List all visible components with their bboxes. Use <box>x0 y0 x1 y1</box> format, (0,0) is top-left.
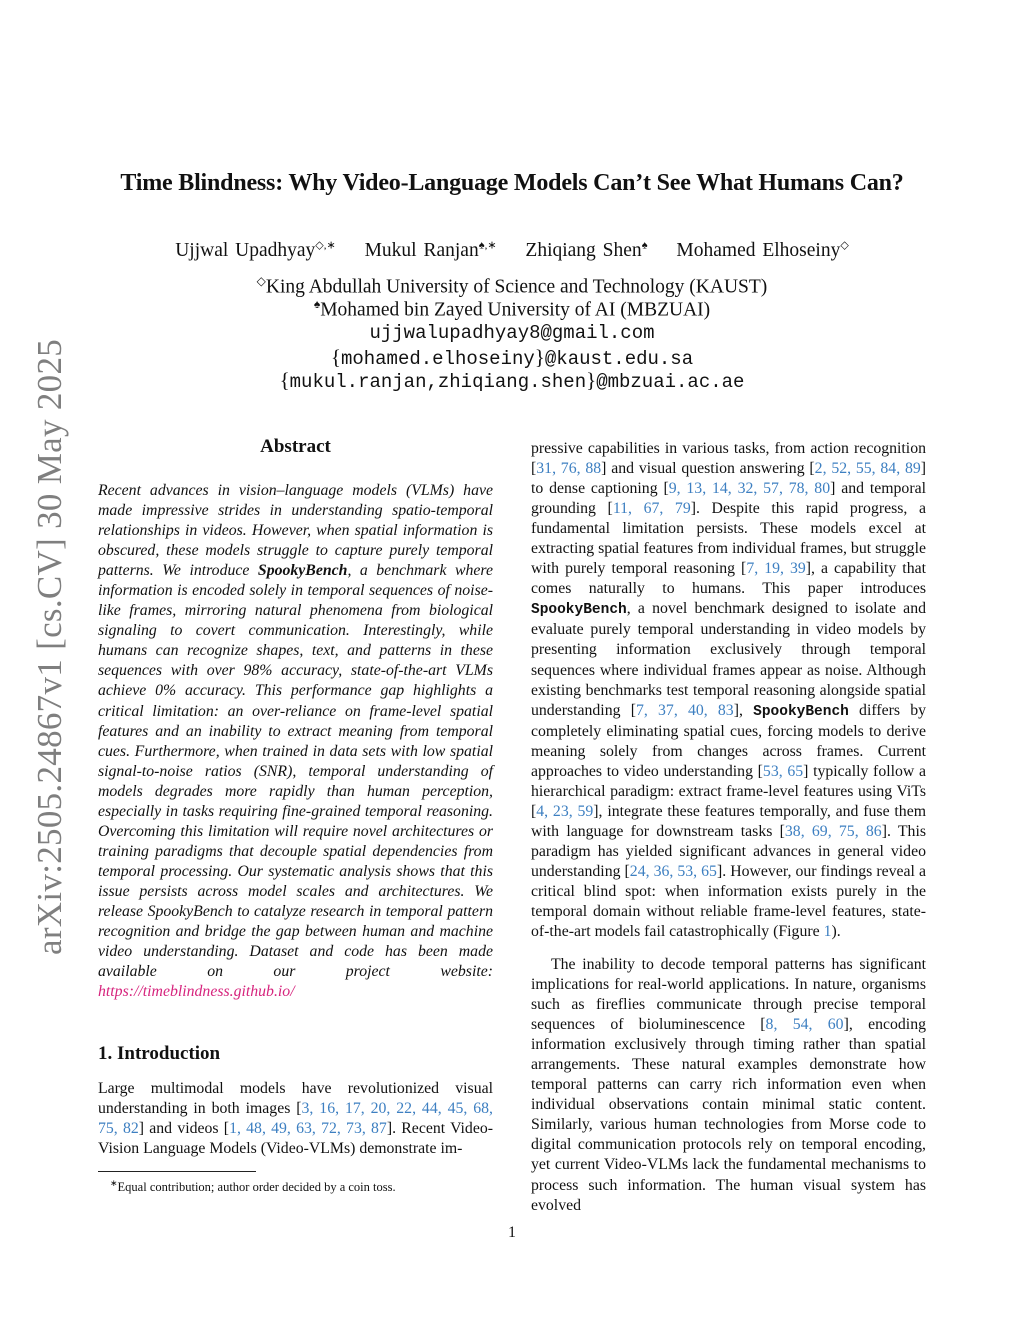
affiliation-kaust: ◇King Abdullah University of Science and Technology (KAUST) <box>256 274 768 298</box>
email-2: {mohamed.elhoseiny}@kaust.edu.sa <box>330 345 694 370</box>
citation[interactable]: 11, 67, 79 <box>612 500 691 518</box>
citation[interactable]: 4, 23, 59 <box>536 802 594 820</box>
citation[interactable]: 24, 36, 53, 65 <box>629 862 717 880</box>
citation[interactable]: 9, 13, 14, 32, 57, 78, 80 <box>668 480 831 498</box>
citation[interactable]: 53, 65 <box>762 762 804 780</box>
benchmark-name: SpookyBench <box>531 602 627 619</box>
citation[interactable]: 31, 76, 88 <box>536 460 602 478</box>
project-website-link[interactable]: https://timeblindness.github.io/ <box>98 983 295 1001</box>
citation[interactable]: 3, 16, 17, 20, 22, 44, 45, 68, 75, 82 <box>98 1100 493 1138</box>
citation[interactable]: 38, 69, 75, 86 <box>784 822 882 840</box>
right-column-paragraph-1: pressive capabilities in various tasks, from action recognition [31, 76, 88] and visual question answering [2, 52, 55, 84, 89] to dense captioning [9, 13, 14, 32, 57, 78, 80] and temporal grounding [11, 67, 79]. Despite this rapid progress, a fundamental limitation persists. These models excel at extracting spatial features from individual frames, but struggle with purely temporal reasoning [7, 19, 39], a capability that comes naturally to humans. This paper introduces SpookyBench, a novel benchmark designed to isolate and evaluate purely temporal understanding in video models by presenting information exclusively through temporal sequences where individual frames appear as noise. Although existing benchmarks test temporal reasoning alongside spatial understanding [7, 37, 40, 83], SpookyBench differs by completely eliminating spatial cues, forcing models to derive meaning solely from changes across frames. Current approaches to video understanding [53, 65] typically follow a hierarchical paradigm: extract frame-level features using ViTs [4, 23, 59], integrate these features temporally, and fuse them with language for downstream tasks [38, 69, 75, 86]. This paradigm has yielded significant advances in general video understanding [24, 36, 53, 65]. However, our findings reveal a critical blind spot: when information exists purely in the temporal domain without reliable frame-level features, state-of-the-art models fail catastrophically (Figure 1). <box>531 440 927 941</box>
affiliation-mbzuai: ♠Mohamed bin Zayed University of AI (MBZUAI) <box>313 297 711 321</box>
right-column-paragraph-2: The inability to decode temporal patterns has significant implications for real-world applications. In nature, organisms such as fireflies communicate through precise temporal sequences of bioluminescence [8, 54, 60], encoding information exclusively through timing rather than spatial arrangements. These natural examples demonstrate how temporal patterns can carry rich information even when individual observations contain minimal static content. Similarly, various human technologies from Morse code to digital communication protocols rely on temporal encoding, yet current Video-VLMs lack the fundamental mechanisms to process such information. The human visual system has evolved <box>531 956 926 1214</box>
citation[interactable]: 7, 37, 40, 83 <box>635 701 734 719</box>
author-list <box>0 238 1024 262</box>
citation[interactable]: 7, 19, 39 <box>746 560 806 578</box>
page-number: 1 <box>508 1224 516 1241</box>
figure-reference[interactable]: 1 <box>823 923 832 941</box>
email-3: {mukul.ranjan,zhiqiang.shen}@mbzuai.ac.ae <box>279 368 745 393</box>
abstract-body: Recent advances in vision–language models (VLMs) have made impressive strides in understanding spatio-temporal relationships in videos. However, when spatial information is obscured, these models struggle to capture purely temporal patterns. We introduce SpookyBench, a benchmark where information is encoded solely in temporal sequences of noise-like frames, mirroring natural phenomena from biological signaling to covert communication. Interestingly, while humans can recognize shapes, text, and patterns in these sequences with over 98% accuracy, state-of-the-art VLMs achieve 0% accuracy. This performance gap highlights a critical limitation: an over-reliance on frame-level spatial features and an inability to extract meaning from temporal cues. Furthermore, when trained in data sets with low spatial signal-to-noise ratios (SNR), temporal understanding of models degrades more rapidly than human perception, especially in tasks requiring fine-grained temporal reasoning. Overcoming this limitation will require novel architectures or training paradigms that decouple spatial dependencies from temporal processing. Our systematic analysis shows that this issue persists across model scales and architectures. We release SpookyBench to catalyze research in temporal pattern recognition and bridge the gap between human and machine video understanding. Dataset and code has been made available on our project website: https://timeblindness.github.io/ <box>98 482 493 1001</box>
benchmark-name: SpookyBench <box>753 703 849 720</box>
author: Mukul Ranjan♠,∗ <box>364 239 497 261</box>
citation[interactable]: 1, 48, 49, 63, 72, 73, 87 <box>229 1120 387 1138</box>
footnote-divider <box>98 1171 256 1172</box>
email-1: ujjwalupadhyay8@gmail.com <box>369 322 655 344</box>
benchmark-name: SpookyBench <box>257 562 348 580</box>
paper-title: Time Blindness: Why Video-Language Models Can’t See What Humans Can? <box>120 170 904 196</box>
author: Zhiqiang Shen♠ <box>525 239 648 261</box>
author: Ujjwal Upadhyay◇,∗ <box>175 239 336 261</box>
citation[interactable]: 2, 52, 55, 84, 89 <box>814 460 921 478</box>
abstract-heading: Abstract <box>260 436 331 457</box>
citation[interactable]: 8, 54, 60 <box>765 1016 844 1034</box>
footnote: ∗Equal contribution; author order decided by a coin toss. <box>110 1178 396 1195</box>
section-heading-introduction: 1. Introduction <box>98 1043 221 1064</box>
author: Mohamed Elhoseiny◇ <box>676 239 849 261</box>
introduction-paragraph: Large multimodal models have revolutionized visual understanding in both images [3, 16, 17, 20, 22, 44, 45, 68, 75, 82] and videos [1, 48, 49, 63, 72, 73, 87]. Recent Video-Vision Language Models (Video-VLMs) demonstrate im- <box>98 1080 493 1158</box>
arxiv-identifier-stamp: arXiv:2505.24867v1 [cs.CV] 30 May 2025 <box>30 338 69 955</box>
